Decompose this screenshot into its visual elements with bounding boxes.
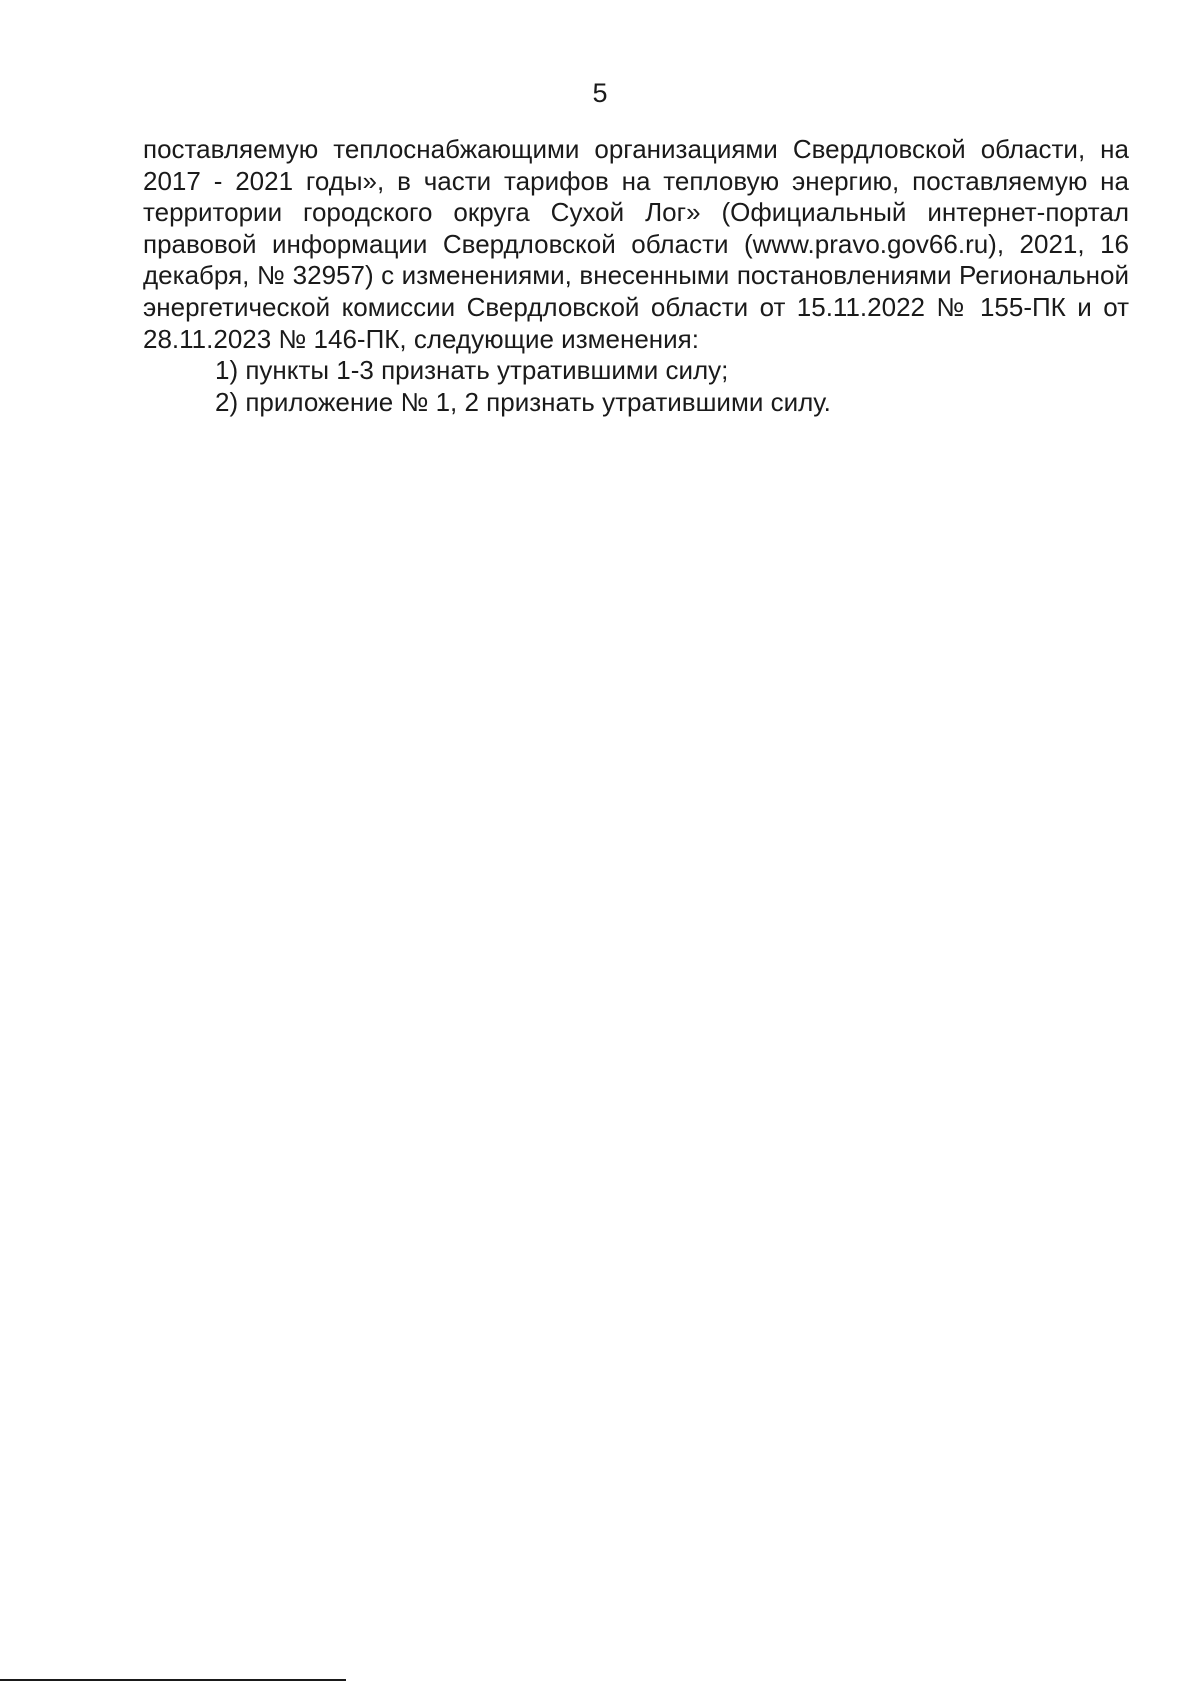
- list-item: 2) приложение № 1, 2 признать утратившими силу.: [215, 386, 831, 417]
- page-number: 5: [592, 78, 608, 108]
- body-paragraph: поставляемую теплоснабжающими организациями Свердловской области, на 2017 - 2021 годы», в части тарифов на тепловую энергию, поставляемую на территории городского округа Сухой Лог» (Официальный интернет-портал правовой информации Свердловской области (www.pravo.gov66.ru), 2021, 16 декабря, № 32957) с изменениями, внесенными постановлениями Региональной энергетической комиссии Свердловской области от 15.11.2022 № 155-ПК и от 28.11.2023 № 146-ПК, следующие изменения:: [143, 134, 1129, 354]
- list-item: 1) пункты 1-3 признать утратившими силу;: [215, 355, 729, 386]
- footer-rule: [0, 1679, 346, 1681]
- document-body: [143, 134, 1129, 418]
